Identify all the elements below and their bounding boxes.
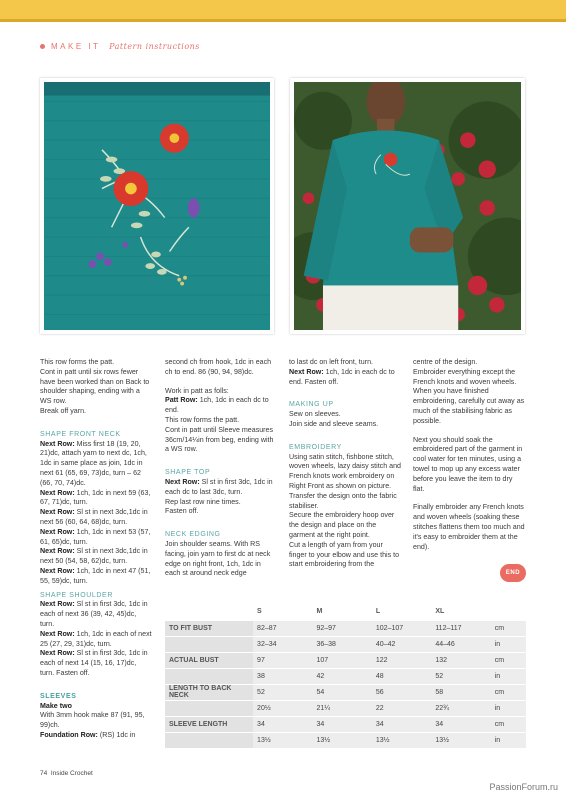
paragraph: centre of the design. [413,358,478,366]
table-row [165,732,526,748]
measurement-label: SLEEVE LENGTH [165,716,253,732]
size-value: 107 [312,652,371,668]
section-heading: SHAPE TOP [165,469,211,477]
pattern-row [165,396,277,416]
size-value: 102–107 [372,620,431,636]
unit-cell: cm [491,684,526,700]
section-heading: MAKING UP [289,401,334,409]
table-header-row [165,604,526,620]
section-header [40,42,200,51]
pattern-row [40,600,152,629]
size-value: 92–97 [312,620,371,636]
unit-cell: in [491,668,526,684]
spacer [165,517,277,526]
table-header-cell: S [253,604,312,620]
spacer [40,417,152,426]
size-value: 34 [253,716,312,732]
table-row [165,620,526,636]
size-value: 22¾ [431,700,490,716]
paragraph: Cont in patt until six rows fewer have been worked than on Back to shoulder shaping, ending with a WS row. [40,367,150,406]
pattern-row [40,731,152,741]
size-table [165,604,526,749]
unit-cell: in [491,700,526,716]
row-label: Next Row: [289,367,324,376]
measurement-label: TO FIT BUST [165,620,253,636]
row-label: Next Row: [40,600,75,609]
size-value: 52 [431,668,490,684]
row-label: Next Row: [40,488,75,497]
pattern-row [40,508,152,528]
size-value: 13½ [372,732,431,748]
row-label: Next Row: [165,477,200,486]
measurement-label: ACTUAL BUST [165,652,253,668]
pattern-row [40,567,152,587]
text-column-4 [413,358,525,552]
table-row [165,716,526,732]
size-value: 54 [312,684,371,700]
spacer [413,494,525,503]
table-header-cell [165,604,253,620]
row-text: Sl st in first 3dc, 1dc in each dc to last 3dc, turn. [165,477,273,496]
unit-cell: cm [491,620,526,636]
row-text: 1ch, 1dc in each dc to end. [165,396,269,415]
top-bar-stripe [0,19,566,22]
size-value: 36–38 [312,636,371,652]
table-row [165,636,526,652]
table-header-cell [491,604,526,620]
paragraph: This row forms the patt. [165,415,240,424]
section-heading: EMBROIDERY [289,443,342,451]
paragraph: Join shoulder seams. With RS facing, join yarn to first dc at neck edge on right front, 1ch, 1dc in each st around neck edge [165,539,271,578]
paragraph: second ch from hook, 1dc in each ch to end. 86 (90, 94, 98)dc. [165,358,272,376]
pattern-row [40,649,152,678]
paragraph: This row forms the patt. [40,358,115,366]
paragraph: to last dc on left front, turn. [289,358,373,366]
pattern-row [289,368,401,388]
measurement-label [165,668,253,684]
section-heading: SLEEVES [40,692,77,700]
end-badge: END [500,564,526,582]
size-value: 34 [312,716,371,732]
unit-cell: in [491,636,526,652]
paragraph: Secure the embroidery hoop over the design and place on the garment at the right point. [289,511,395,539]
size-value: 42 [312,668,371,684]
unit-cell: in [491,732,526,748]
paragraph: Work in patt as folls: [165,386,229,395]
page-number: 74 [40,770,48,777]
row-text: 1ch, 1dc in each dc to end. Fasten off. [289,367,395,386]
size-value: 40–42 [372,636,431,652]
row-text: 1ch, 1dc in next 59 (63, 67, 71)dc, turn. [40,488,151,507]
text-column-1 [40,358,152,741]
paragraph: Cut a length of yarn from your finger to your elbow and use this to start embroidering from the [289,540,400,569]
paragraph: Break off yarn. [40,406,87,415]
row-text: Miss first 18 (19, 20, 21)dc, attach yarn to next dc, 1ch, 1dc in same place as join, 1dc in next 61 (65, 69, 73)dc, turn – 62 (66, 70, 74)dc. [40,439,147,487]
pattern-row [40,630,152,650]
size-value: 112–117 [431,620,490,636]
unit-cell: cm [491,652,526,668]
measurement-label [165,636,253,652]
row-label: Next Row: [40,547,75,556]
section-subtitle: Pattern instructions [109,42,200,51]
size-value: 20½ [253,700,312,716]
table-row [165,700,526,716]
table-row [165,652,526,668]
spacer [413,427,525,436]
size-value: 122 [372,652,431,668]
row-text: Sl st in first 3dc, 1dc in each of next 14 (15, 16, 17)dc, turn. Fasten off. [40,649,148,677]
paragraph: With 3mm hook make 87 (91, 95, 99)ch. [40,711,145,730]
row-text: Sl st in next 3dc,1dc in next 56 (60, 64, 68)dc, turn. [40,508,148,526]
size-value: 97 [253,652,312,668]
spacer [289,387,401,396]
paragraph: Fasten off. [165,507,199,516]
size-value: 21¼ [312,700,371,716]
magazine-name: Inside Crochet [50,770,93,777]
pattern-row [40,528,152,548]
unit-cell: cm [491,716,526,732]
text-column-2 [165,358,277,579]
size-value: 22 [372,700,431,716]
size-value: 132 [431,652,490,668]
size-value: 38 [253,668,312,684]
row-label: Next Row: [40,527,75,536]
section-heading: NECK EDGING [165,531,221,539]
table-header-cell: XL [431,604,490,620]
size-value: 34 [431,716,490,732]
size-value: 34 [372,716,431,732]
row-text: 1ch, 1dc in next 53 (57, 61, 65)dc, turn. [40,527,151,546]
row-text: Sl st in first 3dc, 1dc in each of next 36 (39, 42, 45)dc, turn. [40,600,148,628]
bold-text: Make two [40,701,72,710]
size-value: 44–46 [431,636,490,652]
row-text: (RS) 1dc in [97,730,136,739]
paragraph: Finally embroider any French knots and woven wheels (soaking these stitches flattens them too much and it's easy to embroider them at the end). [413,503,525,551]
size-value: 56 [372,684,431,700]
section-heading: SHAPE FRONT NECK [40,430,121,438]
spacer [289,430,401,439]
table-header-cell: L [372,604,431,620]
bold-note [40,702,152,712]
watermark: PassionForum.ru [489,782,558,792]
measurement-label [165,732,253,748]
size-value: 58 [431,684,490,700]
bullet-dot-icon [40,44,45,49]
paragraph: Using satin stitch, fishbone stitch, woven wheels, lazy daisy stitch and French knots work embroidery on Right Front as shown on picture. [289,452,401,490]
row-label: Next Row: [40,508,75,517]
size-value: 32–34 [253,636,312,652]
size-value: 13½ [431,732,490,748]
spacer [165,455,277,464]
row-label: Next Row: [40,439,75,448]
pattern-row [40,489,152,509]
row-label: Next Row: [40,649,75,658]
paragraph: When you have finished embroidering, carefully cut away as much of the stabilising fabric as possible. [413,387,525,425]
table-header-cell: M [312,604,371,620]
pattern-row [40,547,152,567]
paragraph: Next you should soak the embroidered part of the garment in cool water for ten minutes, using a towel to mop up any excess water before you leave the item to dry flat. [413,435,523,493]
embroidery-closeup-photo [40,78,274,334]
size-value: 52 [253,684,312,700]
size-value: 13½ [253,732,312,748]
text-column-3 [289,358,401,570]
measurement-label [165,700,253,716]
paragraph: Sew on sleeves. [289,410,341,419]
row-label: Next Row: [40,566,75,575]
spacer [165,378,277,387]
size-value: 48 [372,668,431,684]
size-value: 13½ [312,732,371,748]
row-label: Patt Row: [165,396,198,405]
paragraph: Transfer the design onto the fabric stabiliser. [289,491,397,510]
section-heading: SHAPE SHOULDER [40,591,113,599]
measurement-label: LENGTH TO BACK NECK [165,684,253,700]
paragraph: Embroider everything except the French knots and woven wheels. [413,367,517,386]
page-footer [40,770,93,777]
row-text: 1ch, 1dc in each of next 25 (27, 29, 31)dc, turn. [40,629,152,648]
pattern-row [40,440,152,489]
row-label: Next Row: [40,629,75,638]
row-label: Foundation Row: [40,730,98,739]
paragraph: Cont in patt until Sleeve measures 36cm/14¼in from beg, ending with a WS row. [165,425,274,454]
row-text: 1ch, 1dc in next 47 (51, 55, 59)dc, turn. [40,566,151,585]
table-row [165,684,526,700]
row-text: Sl st in next 3dc,1dc in next 50 (54, 58, 62)dc, turn. [40,547,148,566]
spacer [40,679,152,688]
pattern-row [165,478,277,498]
paragraph: Join side and sleeve seams. [289,419,379,428]
size-value: 82–87 [253,620,312,636]
model-wearing-sweater-photo [290,78,525,334]
top-color-bar [0,0,566,22]
table-row [165,668,526,684]
paragraph: Rep last row nine times. [165,497,241,506]
section-title: MAKE IT [51,42,101,51]
